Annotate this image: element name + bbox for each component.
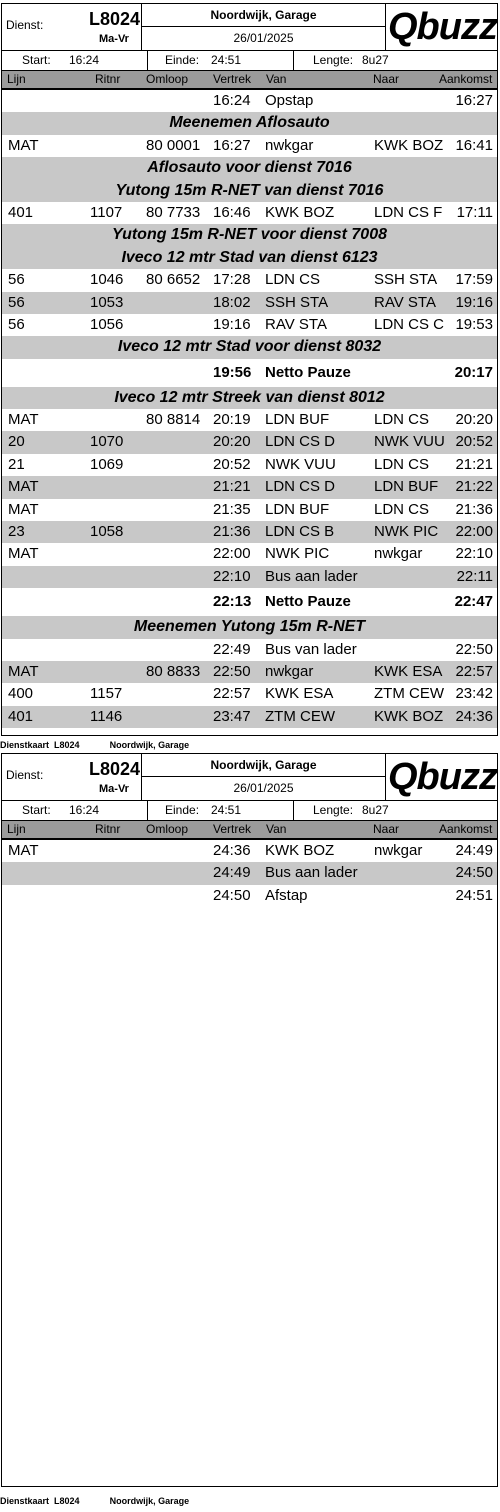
dienst-number: L8024: [89, 759, 141, 779]
lengte-value: 8u27: [362, 53, 389, 67]
column-header: [2, 821, 497, 840]
cell-vertrek: 22:50: [213, 662, 251, 680]
cell-van: LDN BUF: [265, 411, 330, 429]
lengte-label: Lengte:: [313, 53, 354, 67]
cell-van: RAV STA: [265, 315, 327, 333]
section-header: Iveco 12 mtr Stad van dienst 6123: [2, 247, 497, 269]
col-ritnr: Ritnr: [95, 822, 121, 836]
einde-label: Einde:: [165, 53, 200, 67]
cell-naar: LDN CS: [374, 500, 430, 518]
cell-ritnr: 1053: [90, 293, 124, 311]
cell-vertrek: 23:47: [213, 707, 251, 725]
dienst-days: Ma-Vr: [99, 33, 129, 45]
cell-van: nwkgar: [265, 662, 314, 680]
col-naar: Naar: [373, 72, 400, 86]
qbuzz-logo: Qbuzz: [388, 6, 497, 48]
cell-naar: ZTM CEW: [374, 685, 444, 703]
lengte-value: 8u27: [362, 803, 389, 817]
footer-1: [0, 740, 189, 750]
cell-ritnr: 1107: [90, 203, 123, 221]
cell-lijn: 56: [8, 293, 25, 311]
cell-lijn: MAT: [8, 478, 39, 496]
cell-lijn: 401: [8, 707, 34, 725]
cell-vertrek: 16:24: [213, 92, 251, 109]
trip-row: [2, 292, 497, 314]
cell-omloop: 80 7733: [146, 203, 201, 221]
cell-aankomst: 22:11: [456, 567, 493, 585]
trip-row: [2, 521, 497, 543]
cell-vertrek: 22:13: [213, 593, 252, 611]
trip-row: [2, 314, 497, 336]
einde-time: 24:51: [211, 53, 242, 67]
cell-vertrek: 20:20: [213, 433, 251, 451]
footer-label: Dienstkaart: [0, 1496, 50, 1506]
lengte-label: Lengte:: [313, 803, 354, 817]
cell-naar: nwkgar: [374, 842, 423, 859]
cell-van: Bus aan lader: [265, 864, 358, 882]
cell-omloop: 80 6652: [146, 271, 201, 289]
cell-aankomst: 22:57: [455, 662, 493, 680]
cell-van: ZTM CEW: [265, 707, 335, 725]
cell-lijn: 401: [8, 203, 34, 221]
cell-naar: LDN CS: [374, 455, 430, 473]
cell-lijn: 21: [8, 455, 25, 473]
cell-ritnr: 1157: [90, 685, 123, 703]
cell-aankomst: 24:36: [455, 707, 493, 725]
cell-omloop: 80 8814: [146, 411, 201, 429]
cell-lijn: MAT: [8, 136, 39, 154]
footer-location: Noordwijk, Garage: [109, 1496, 190, 1506]
footer-location: Noordwijk, Garage: [109, 740, 190, 750]
cell-aankomst: 16:27: [455, 92, 493, 109]
cell-naar: LDN CS: [374, 411, 430, 429]
section-header: Yutong 15m R-NET voor dienst 7008: [2, 224, 497, 246]
trip-row: [2, 862, 497, 884]
start-time: 16:24: [69, 53, 100, 67]
cell-aankomst: 20:20: [455, 411, 493, 429]
cell-vertrek: 18:02: [213, 293, 251, 311]
cell-van: Opstap: [265, 92, 314, 109]
cell-lijn: MAT: [8, 662, 39, 680]
cell-van: Netto Pauze: [265, 363, 351, 381]
cell-vertrek: 22:00: [213, 545, 251, 563]
trip-row: [2, 885, 497, 907]
cell-aankomst: 16:41: [455, 136, 493, 154]
col-naar: Naar: [373, 822, 400, 836]
cell-aankomst: 24:49: [455, 842, 493, 859]
cell-ritnr: 1046: [90, 271, 124, 289]
cell-vertrek: 16:27: [213, 136, 251, 154]
start-label: Start:: [22, 53, 51, 67]
cell-vertrek: 17:28: [213, 271, 251, 289]
footer-2: [0, 1496, 189, 1506]
trip-row: [2, 476, 497, 498]
cell-vertrek: 24:50: [213, 886, 251, 904]
cell-lijn: 56: [8, 315, 25, 333]
cell-aankomst: 23:42: [455, 685, 493, 703]
col-aankomst: Aankomst: [439, 72, 493, 86]
trip-row: [2, 454, 497, 476]
trip-row: [2, 639, 497, 661]
cell-naar: RAV STA: [374, 293, 436, 311]
cell-van: nwkgar: [265, 136, 314, 154]
start-time: 16:24: [69, 803, 100, 817]
col-vertrek: Vertrek: [213, 822, 252, 836]
cell-lijn: MAT: [8, 545, 39, 563]
dienst-days: Ma-Vr: [99, 783, 129, 795]
cell-vertrek: 24:36: [213, 842, 251, 859]
pause-row: [2, 588, 497, 616]
trip-row: [2, 135, 497, 157]
cell-van: Bus van lader: [265, 640, 357, 658]
card-header: [2, 4, 497, 51]
cell-vertrek: 19:56: [213, 363, 252, 381]
cell-naar: KWK BOZ: [374, 136, 444, 154]
trip-row: [2, 661, 497, 683]
cell-vertrek: 22:49: [213, 640, 251, 658]
cell-vertrek: 22:57: [213, 685, 251, 703]
section-header: Meenemen Aflosauto: [2, 112, 497, 134]
cell-vertrek: 24:49: [213, 864, 251, 882]
cell-van: LDN CS B: [265, 523, 335, 541]
cell-aankomst: 19:16: [455, 293, 493, 311]
trip-row: [2, 566, 497, 588]
section-header: Yutong 15m R-NET van dienst 7016: [2, 180, 497, 202]
einde-time: 24:51: [211, 803, 242, 817]
start-label: Start:: [22, 803, 51, 817]
col-ritnr: Ritnr: [95, 72, 121, 86]
cell-aankomst: 21:22: [455, 478, 493, 496]
cell-van: LDN CS: [265, 271, 321, 289]
section-header: Meenemen Yutong 15m R-NET: [2, 616, 497, 638]
cell-van: NWK PIC: [265, 545, 330, 563]
cell-aankomst: 17:59: [455, 271, 493, 289]
section-header: Iveco 12 mtr Stad voor dienst 8032: [2, 336, 497, 358]
dienstkaart-page-2: [1, 753, 498, 1487]
trip-row: [2, 683, 497, 705]
qbuzz-logo: Qbuzz: [388, 756, 497, 798]
col-van: Van: [266, 822, 287, 836]
cell-ritnr: 1056: [90, 315, 124, 333]
cell-ritnr: 1069: [90, 455, 124, 473]
cell-aankomst: 22:47: [454, 593, 493, 611]
cell-naar: KWK BOZ: [374, 707, 444, 725]
cell-aankomst: 24:50: [455, 864, 493, 882]
cell-aankomst: 20:52: [455, 433, 493, 451]
times-bar: [2, 51, 497, 71]
cell-van: LDN CS D: [265, 433, 336, 451]
cell-omloop: 80 0001: [146, 136, 201, 154]
footer-number: L8024: [54, 740, 80, 750]
cell-naar: KWK ESA: [374, 662, 443, 680]
trip-row: [2, 409, 497, 431]
cell-naar: LDN BUF: [374, 478, 439, 496]
times-bar: [2, 801, 497, 821]
cell-ritnr: 1058: [90, 523, 124, 541]
col-lijn: Lijn: [7, 822, 26, 836]
cell-vertrek: 22:10: [213, 567, 251, 585]
cell-naar: LDN CS C: [374, 315, 445, 333]
trip-row: [2, 840, 497, 862]
service-date: 26/01/2025: [233, 31, 294, 45]
cell-naar: NWK VUU: [374, 433, 445, 451]
cell-ritnr: 1146: [90, 707, 123, 725]
cell-naar: LDN CS F: [374, 203, 443, 221]
cell-omloop: 80 8833: [146, 662, 201, 680]
column-header: [2, 71, 497, 90]
trip-row: [2, 431, 497, 453]
dienst-label: Dienst:: [6, 768, 44, 782]
cell-vertrek: 20:52: [213, 455, 251, 473]
cell-vertrek: 20:19: [213, 411, 251, 429]
col-van: Van: [266, 72, 287, 86]
col-omloop: Omloop: [146, 72, 189, 86]
cell-aankomst: 17:11: [456, 203, 493, 221]
cell-van: LDN BUF: [265, 500, 330, 518]
dienst-number: L8024: [89, 9, 141, 29]
cell-van: SSH STA: [265, 293, 329, 311]
cell-vertrek: 16:46: [213, 203, 251, 221]
cell-van: Netto Pauze: [265, 593, 351, 611]
trip-row: [2, 202, 497, 224]
cell-aankomst: 22:00: [455, 523, 493, 541]
cell-lijn: 400: [8, 685, 34, 703]
col-lijn: Lijn: [7, 72, 26, 86]
cell-naar: NWK PIC: [374, 523, 439, 541]
cell-aankomst: 22:10: [455, 545, 493, 563]
cell-van: LDN CS D: [265, 478, 336, 496]
footer-number: L8024: [54, 1496, 80, 1506]
cell-aankomst: 21:21: [455, 455, 493, 473]
cell-vertrek: 21:21: [213, 478, 251, 496]
location: Noordwijk, Garage: [142, 754, 385, 777]
cell-van: KWK ESA: [265, 685, 334, 703]
trip-row: [2, 706, 497, 728]
cell-lijn: MAT: [8, 500, 39, 518]
cell-ritnr: 1070: [90, 433, 124, 451]
cell-aankomst: 21:36: [455, 500, 493, 518]
cell-lijn: 20: [8, 433, 25, 451]
cell-lijn: MAT: [8, 411, 39, 429]
dienst-label: Dienst:: [6, 18, 44, 32]
cell-van: KWK BOZ: [265, 203, 335, 221]
trip-row: [2, 499, 497, 521]
footer-label: Dienstkaart: [0, 740, 50, 750]
cell-lijn: MAT: [8, 842, 39, 859]
col-omloop: Omloop: [146, 822, 189, 836]
cell-vertrek: 21:35: [213, 500, 251, 518]
cell-aankomst: 19:53: [455, 315, 493, 333]
cell-lijn: 23: [8, 523, 25, 541]
cell-van: Bus aan lader: [265, 567, 358, 585]
card-header: [2, 754, 497, 801]
dienstkaart-page-1: [1, 3, 498, 736]
service-date: 26/01/2025: [233, 781, 294, 795]
section-header: Aflosauto voor dienst 7016: [2, 157, 497, 179]
trip-row: [2, 90, 497, 112]
einde-label: Einde:: [165, 803, 200, 817]
cell-van: KWK BOZ: [265, 842, 335, 859]
cell-naar: SSH STA: [374, 271, 438, 289]
cell-vertrek: 19:16: [213, 315, 251, 333]
trip-row: [2, 269, 497, 291]
col-vertrek: Vertrek: [213, 72, 252, 86]
location: Noordwijk, Garage: [142, 4, 385, 27]
section-header: Iveco 12 mtr Streek van dienst 8012: [2, 387, 497, 409]
trip-row: [2, 543, 497, 565]
cell-van: Afstap: [265, 886, 308, 904]
trip-list: [2, 90, 497, 728]
cell-aankomst: 22:50: [455, 640, 493, 658]
cell-aankomst: 20:17: [454, 363, 493, 381]
cell-van: NWK VUU: [265, 455, 336, 473]
cell-vertrek: 21:36: [213, 523, 251, 541]
trip-list: [2, 840, 497, 907]
pause-row: [2, 359, 497, 387]
cell-lijn: 56: [8, 271, 25, 289]
cell-aankomst: 24:51: [455, 886, 493, 904]
cell-naar: nwkgar: [374, 545, 423, 563]
col-aankomst: Aankomst: [439, 822, 493, 836]
